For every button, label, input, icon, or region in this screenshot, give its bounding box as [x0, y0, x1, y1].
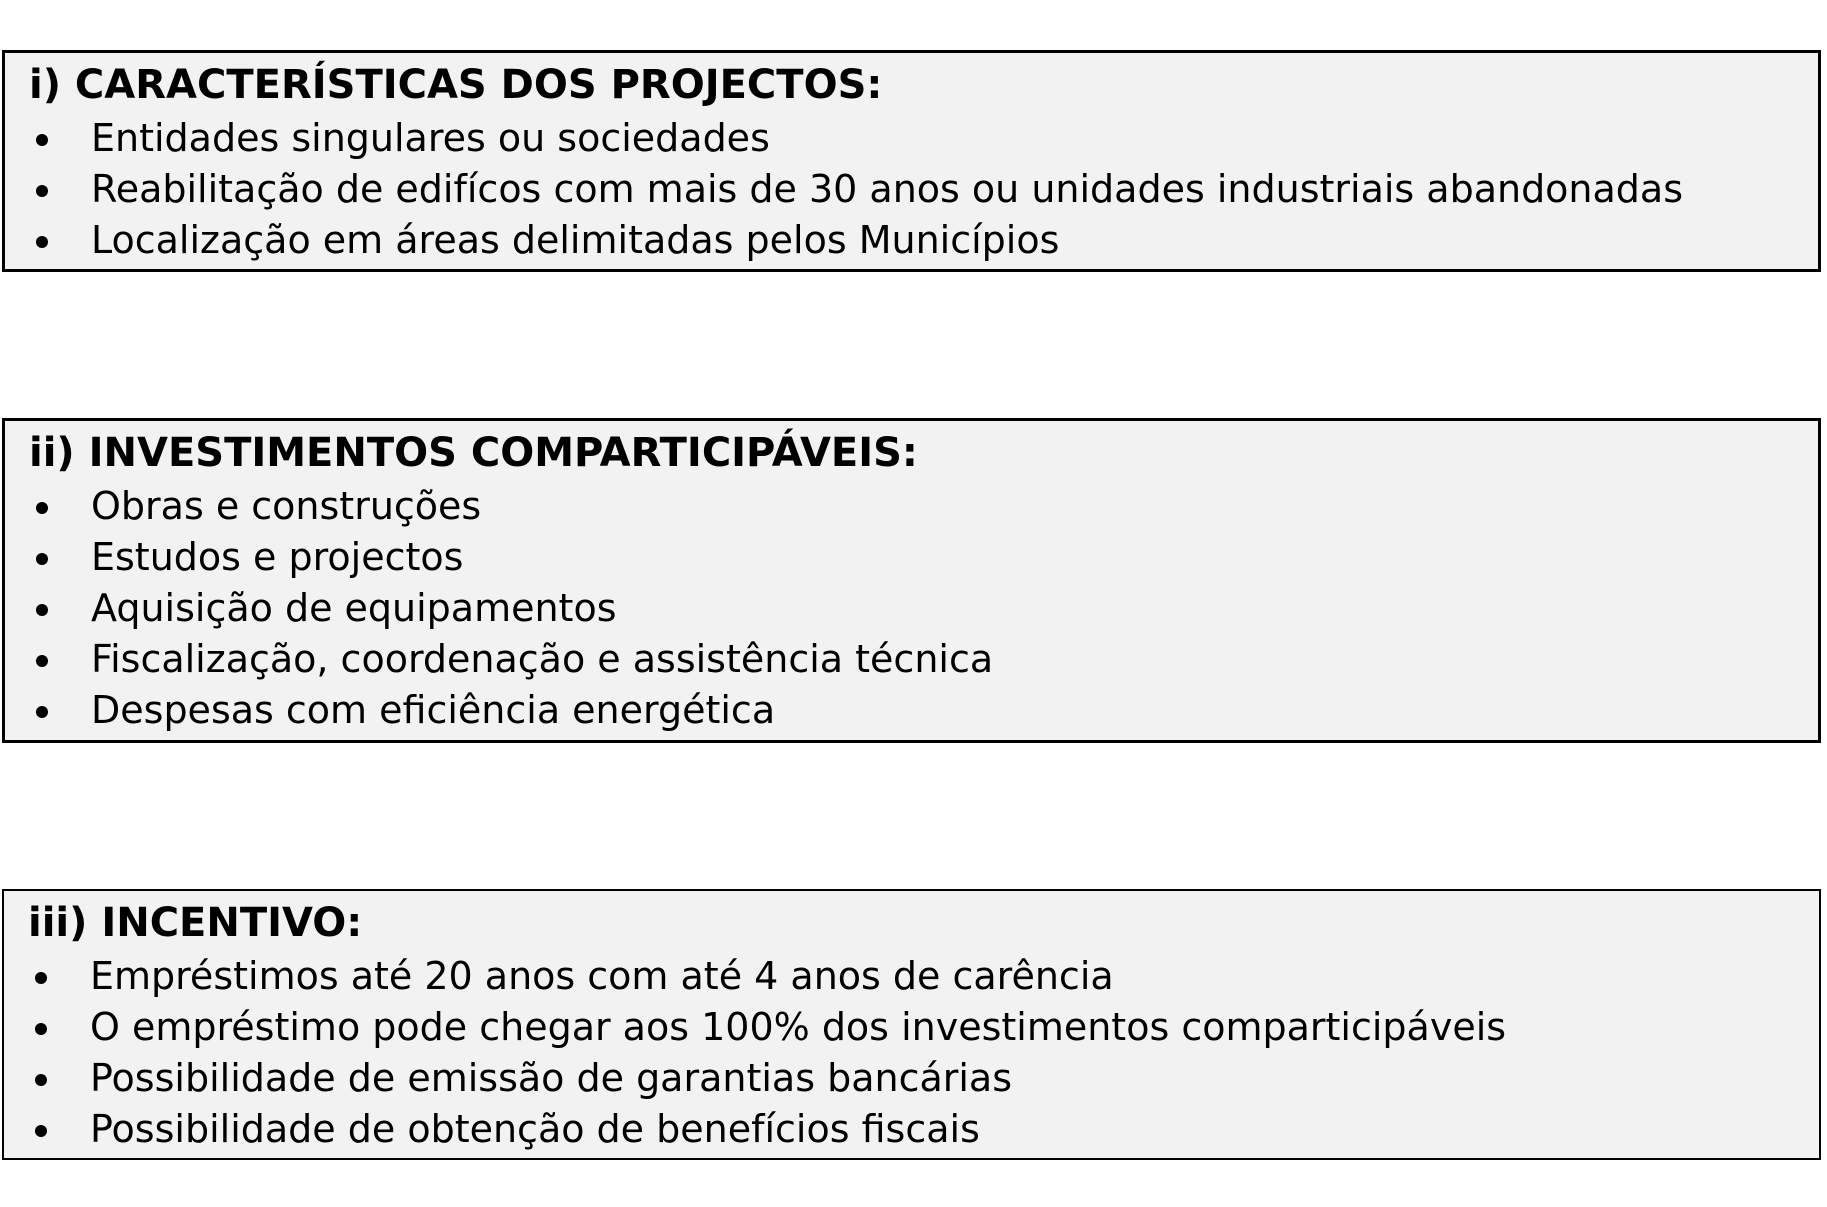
list-item — [29, 215, 1818, 266]
section-incentive — [2, 889, 1821, 1160]
list-item-text: Aquisição de equipamentos — [91, 586, 617, 630]
bullet-icon — [36, 185, 48, 197]
bullet-list — [29, 113, 1818, 266]
bullet-icon — [36, 655, 48, 667]
section-heading: ii) INVESTIMENTOS COMPARTICIPÁVEIS: — [29, 430, 918, 476]
section-heading: iii) INCENTIVO: — [28, 900, 363, 946]
list-item-text: Reabilitação de edifícos com mais de 30 anos ou unidades industriais abandonadas — [91, 167, 1684, 211]
list-item — [29, 481, 1818, 532]
bullet-icon — [36, 502, 48, 514]
list-item — [29, 634, 1818, 685]
list-item — [29, 532, 1818, 583]
list-item — [29, 113, 1818, 164]
bullet-icon — [36, 236, 48, 248]
bullet-icon — [35, 1125, 47, 1137]
bullet-icon — [35, 1023, 47, 1035]
bullet-icon — [35, 972, 47, 984]
list-item — [29, 685, 1818, 736]
list-item-text: Possibilidade de obtenção de benefícios fiscais — [90, 1107, 980, 1151]
bullet-icon — [35, 1074, 47, 1086]
bullet-icon — [36, 706, 48, 718]
list-item-text: Empréstimos até 20 anos com até 4 anos de carência — [90, 954, 1114, 998]
list-item — [28, 1053, 1819, 1104]
bullet-icon — [36, 604, 48, 616]
list-item-text: O empréstimo pode chegar aos 100% dos investimentos comparticipáveis — [90, 1005, 1507, 1049]
list-item — [28, 1002, 1819, 1053]
section-eligible-investments — [2, 418, 1821, 743]
list-item-text: Localização em áreas delimitadas pelos Municípios — [91, 218, 1060, 262]
list-item-text: Obras e construções — [91, 484, 482, 528]
bullet-list — [28, 951, 1819, 1155]
list-item-text: Entidades singulares ou sociedades — [91, 116, 770, 160]
list-item — [29, 583, 1818, 634]
list-item — [29, 164, 1818, 215]
bullet-icon — [36, 553, 48, 565]
list-item-text: Despesas com eficiência energética — [91, 688, 776, 732]
list-item — [28, 1104, 1819, 1155]
list-item-text: Fiscalização, coordenação e assistência técnica — [91, 637, 994, 681]
list-item — [28, 951, 1819, 1002]
list-item-text: Estudos e projectos — [91, 535, 464, 579]
bullet-icon — [36, 134, 48, 146]
section-project-characteristics — [2, 50, 1821, 272]
bullet-list — [29, 481, 1818, 736]
list-item-text: Possibilidade de emissão de garantias bancárias — [90, 1056, 1013, 1100]
section-heading: i) CARACTERÍSTICAS DOS PROJECTOS: — [29, 62, 883, 108]
